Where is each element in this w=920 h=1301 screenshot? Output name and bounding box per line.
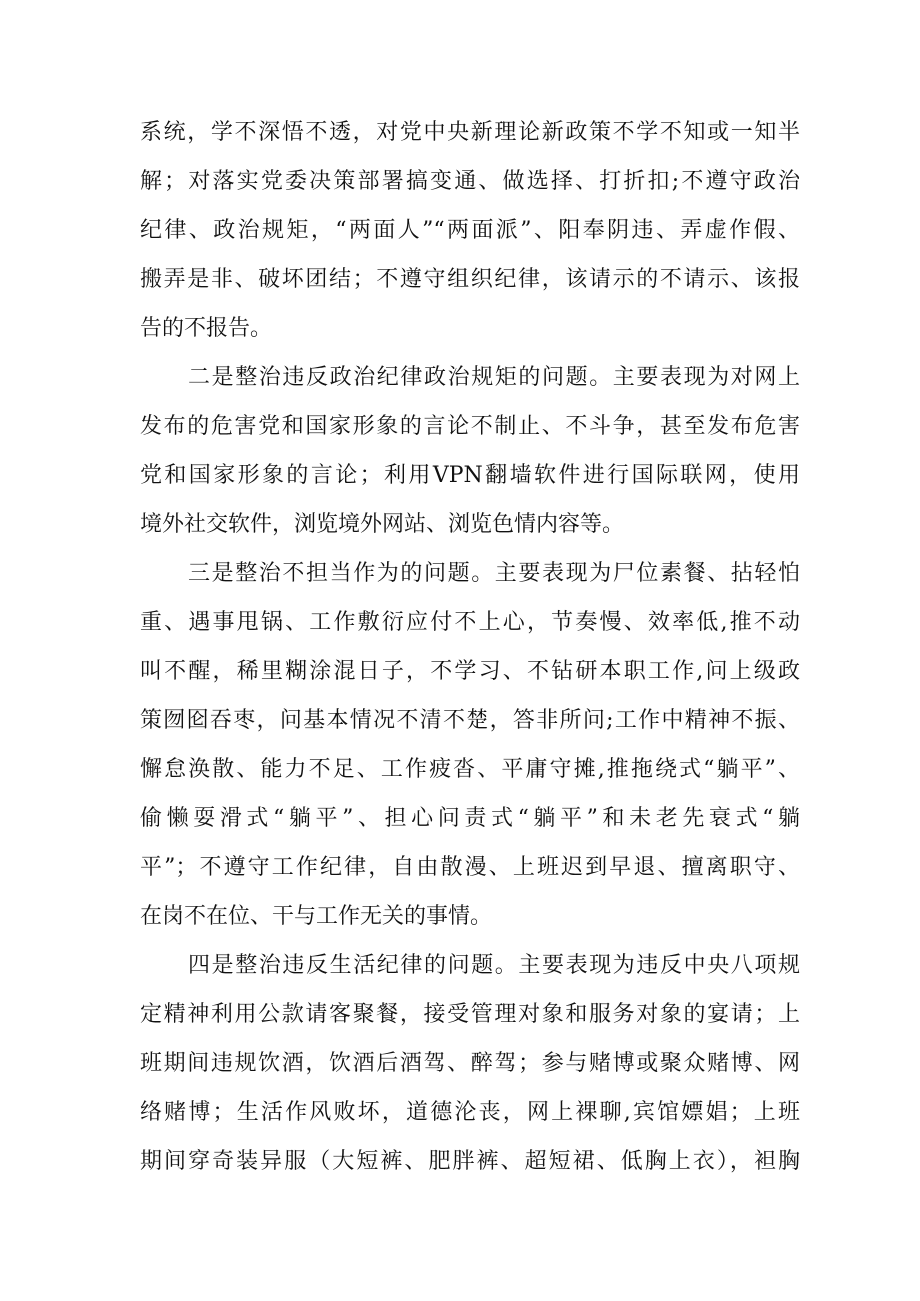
text-line: 策囫囵吞枣，问基本情况不清不楚，答非所问;工作中精神不振、	[140, 708, 800, 733]
text-line: 懈怠涣散、能力不足、工作疲沓、平庸守摊,推拖绕式“躺平”、	[140, 757, 800, 782]
text-line: 系统，学不深悟不透，对党中央新理论新政策不学不知或一知半	[140, 120, 800, 145]
text-line: 叫不醒，稀里糊涂混日子，不学习、不钻研本职工作,问上级政	[140, 659, 800, 684]
text-line: 班期间违规饮酒，饮酒后酒驾、醉驾；参与赌博或聚众赌博、网	[140, 1051, 800, 1076]
paragraph-start-line: 二是整治违反政治纪律政治规矩的问题。主要表现为对网上	[188, 365, 800, 390]
text-line: 在岗不在位、干与工作无关的事情。	[140, 904, 493, 929]
text-line: 党和国家形象的言论；利用VPN翻墙软件进行国际联网，使用	[140, 463, 800, 488]
text-line: 告的不报告。	[140, 316, 273, 341]
text-line: 纪律、政治规矩，“两面人”“两面派”、阳奉阴违、弄虚作假、	[140, 218, 800, 243]
text-line: 重、遇事甩锅、工作敷衍应付不上心，节奏慢、效率低,推不动	[140, 610, 800, 635]
text-line: 搬弄是非、破坏团结；不遵守组织纪律，该请示的不请示、该报	[140, 267, 800, 292]
text-line: 平”；不遵守工作纪律，自由散漫、上班迟到早退、擅离职守、	[140, 855, 800, 880]
text-line: 发布的危害党和国家形象的言论不制止、不斗争，甚至发布危害	[140, 414, 800, 439]
text-line: 期间穿奇装异服（大短裤、肥胖裤、超短裙、低胸上衣），袒胸	[140, 1149, 800, 1174]
text-line: 解；对落实党委决策部署搞变通、做选择、打折扣;不遵守政治	[140, 169, 800, 194]
text-line: 偷懒耍滑式“躺平”、担心问责式“躺平”和未老先衰式“躺	[140, 806, 800, 831]
text-line: 境外社交软件，浏览境外网站、浏览色情内容等。	[140, 512, 625, 537]
paragraph-start-line: 四是整治违反生活纪律的问题。主要表现为违反中央八项规	[188, 953, 800, 978]
text-line: 定精神利用公款请客聚餐，接受管理对象和服务对象的宴请；上	[140, 1002, 800, 1027]
paragraph-start-line: 三是整治不担当作为的问题。主要表现为尸位素餐、拈轻怕	[188, 561, 800, 586]
text-line: 络赌博；生活作风败坏，道德沦丧，网上裸聊,宾馆嫖娼；上班	[140, 1100, 800, 1125]
